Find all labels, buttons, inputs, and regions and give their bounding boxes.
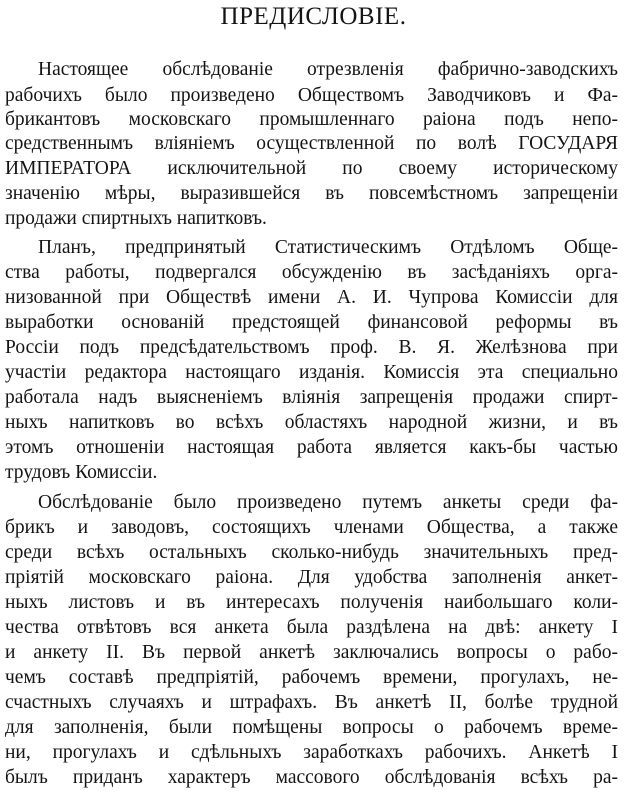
text-line: ства работы, подвергался обсужденiю въ засѣданiяхъ орга-	[5, 262, 618, 283]
text-line: Планъ, предпринятый Статистическимъ Отдѣломъ Обще-	[38, 237, 618, 258]
text-line: счастныхъ случаяхъ и штрафахъ. Въ анкетѣ II, болѣе трудной	[5, 692, 618, 713]
text-line: брикантовъ московскаго промышленнаго раiона подъ непо-	[5, 109, 618, 130]
text-line: для заполненiя, были помѣщены вопросы о рабочемъ време-	[5, 717, 618, 738]
text-line: выработки основанiй предстоящей финансовой реформы въ	[5, 312, 618, 333]
text-line: рабочихъ было произведено Обществомъ Заводчиковъ и Фа-	[5, 85, 618, 106]
text-line: этомъ отношенiи настоящая работа является какъ-бы частью	[5, 437, 618, 458]
text-line: ни, прогулахъ и сдѣльныхъ заработкахъ рабочихъ. Анкетѣ I	[5, 742, 618, 763]
text-line: низованной при Обществѣ имени А. И. Чупрова Комиссiи для	[5, 287, 618, 308]
text-line: былъ приданъ характеръ массового обслѣдованiя всѣхъ ра-	[5, 767, 618, 788]
text-line: участiи редактора настоящаго изданiя. Комиссiя эта специально	[5, 362, 618, 383]
text-line: продажи спиртныхъ напитковъ.	[5, 208, 267, 229]
page-title: ПРЕДИСЛОВIЕ.	[220, 3, 407, 30]
text-line: прiятiй московскаго раiона. Для удобства заполненiя анкет-	[5, 567, 618, 588]
text-line: среди всѣхъ остальныхъ сколько-нибудь значительныхъ пред-	[5, 542, 618, 563]
text-line: Обслѣдованiе было произведено путемъ анкеты среди фа-	[38, 492, 618, 513]
text-line: и анкету II. Въ первой анкетѣ заключались вопросы о рабо-	[5, 642, 618, 663]
text-line: чества отвѣтовъ вся анкета была раздѣлена на двѣ: анкету I	[5, 617, 618, 638]
text-line: ИМПЕРАТОРА исключительной по своему историческому	[5, 158, 618, 179]
text-line: трудовъ Комиссiи.	[5, 462, 158, 483]
text-line: ныхъ напитковъ во всѣхъ областяхъ народной жизни, и въ	[5, 412, 618, 433]
text-line: работала надъ выясненiемъ влiянiя запрещенiя продажи спирт-	[5, 387, 618, 408]
text-line: ныхъ листовъ и въ интересахъ полученiя наибольшаго коли-	[5, 592, 618, 613]
text-line: чемъ составѣ предпрiятiй, рабочемъ времени, прогулахъ, не-	[5, 667, 618, 688]
text-line: средственнымъ влiянiемъ осуществленной по волѣ ГОСУДАРЯ	[5, 133, 618, 154]
text-line: Настоящее обслѣдованiе отрезвленiя фабрично-заводскихъ	[38, 59, 618, 80]
text-line: брикъ и заводовъ, состоящихъ членами Общества, а также	[5, 517, 618, 538]
text-line: значенiю мѣры, выразившейся въ повсемѣстномъ запрещенiи	[5, 183, 618, 204]
text-line: Россiи подъ предсѣдательствомъ проф. В. Я. Желѣзнова при	[5, 337, 618, 358]
